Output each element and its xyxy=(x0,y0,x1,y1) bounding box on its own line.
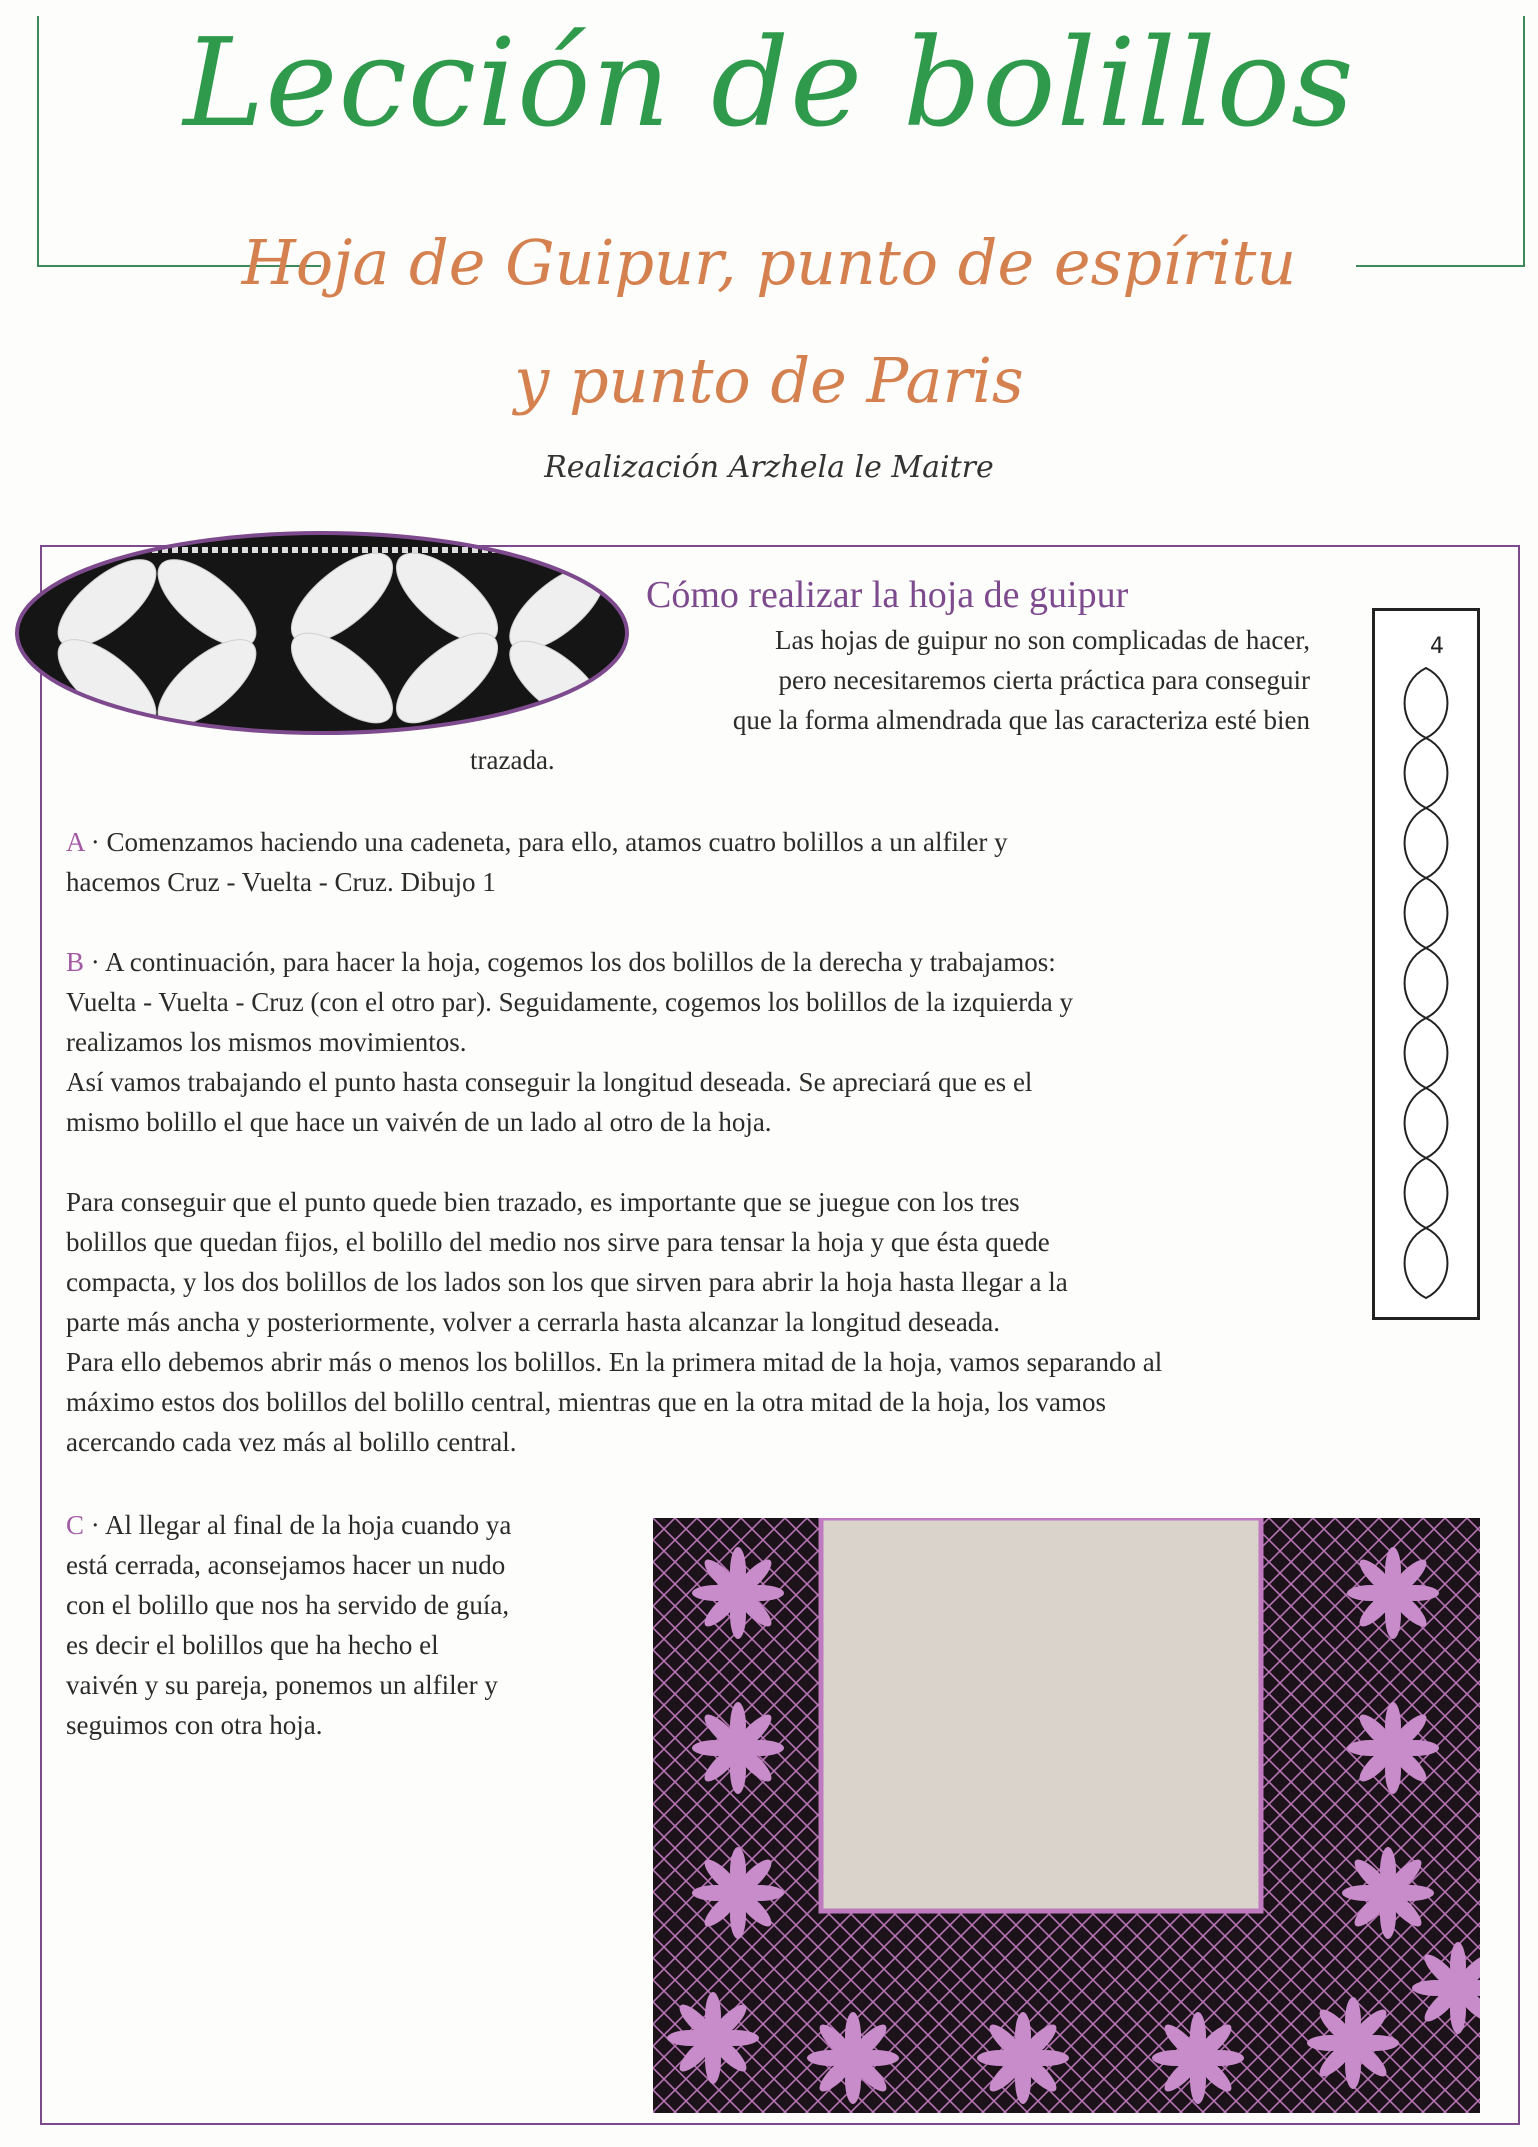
paragraph-line: Vuelta - Vuelta - Cruz (con el otro par). Seguidamente, cogemos los bolillos de la izquierda y xyxy=(66,987,1073,1017)
paragraph-line: seguimos con otra hoja. xyxy=(66,1710,323,1740)
lace-flower xyxy=(1347,1547,1439,1639)
lace-flower xyxy=(692,1547,784,1639)
paragraph-letter: B xyxy=(66,947,85,977)
paragraph-line: Así vamos trabajando el punto hasta conseguir la longitud deseada. Se apreciará que es el xyxy=(66,1067,1033,1097)
paragraph-line: realizamos los mismos movimientos. xyxy=(66,1027,467,1057)
paragraph-line: Para ello debemos abrir más o menos los bolillos. En la primera mitad de la hoja, vamos separando al xyxy=(66,1347,1163,1377)
lace-flower xyxy=(692,1702,784,1794)
lace-flower xyxy=(692,1847,784,1939)
subtitle-line-1: Hoja de Guipur, punto de espíritu xyxy=(241,226,1297,299)
paragraph-line: · Al llegar al final de la hoja cuando ya xyxy=(84,1510,512,1540)
paragraph-letter: C xyxy=(66,1510,85,1540)
diagram-label: 4 xyxy=(1430,634,1444,659)
paragraph-b xyxy=(66,942,1486,1142)
paragraph-line: bolillos que quedan fijos, el bolillo del medio nos sirve para tensar la hoja y que ésta quede xyxy=(66,1227,1050,1257)
intro-paragraph xyxy=(470,620,1310,780)
paragraph-c xyxy=(66,1505,626,1745)
paragraph-letter: A xyxy=(66,827,85,857)
paragraph-line: acercando cada vez más al bolillo central. xyxy=(66,1427,517,1457)
author-credit: Realización Arzhela le Maitre xyxy=(544,450,994,485)
paragraph-line: es decir el bolillos que ha hecho el xyxy=(66,1630,439,1660)
paragraph-line: Para conseguir que el punto quede bien trazado, es importante que se juegue con los tres xyxy=(66,1187,1020,1217)
paragraph-line: · Comenzamos haciendo una cadeneta, para ello, atamos cuatro bolillos a un alfiler y xyxy=(84,827,1008,857)
paragraph-a xyxy=(66,822,1486,902)
lace-flower xyxy=(1152,2012,1244,2104)
lace-flower xyxy=(1342,1847,1434,1939)
intro-line: Las hojas de guipur no son complicadas de hacer, xyxy=(774,625,1310,655)
lace-tablecloth-photo xyxy=(653,1518,1480,2113)
paragraph-line: está cerrada, aconsejamos hacer un nudo xyxy=(66,1550,506,1580)
paragraph-line: · A continuación, para hacer la hoja, cogemos los dos bolillos de la derecha y trabajamos: xyxy=(84,947,1056,977)
paragraph-detail xyxy=(66,1182,1486,1462)
lace-flower xyxy=(977,2012,1069,2104)
paragraph-line: parte más ancha y posteriormente, volver a cerrarla hasta alcanzar la longitud deseada. xyxy=(66,1307,1001,1337)
chain-diagram xyxy=(1372,608,1480,1320)
subtitle-line-2: y punto de Paris xyxy=(514,344,1024,417)
section-heading: Cómo realizar la hoja de guipur xyxy=(646,574,1129,616)
paragraph-line: máximo estos dos bolillos del bolillo central, mientras que en la otra mitad de la hoja, los vamos xyxy=(66,1387,1107,1417)
lace-flower xyxy=(1307,1997,1399,2089)
lace-flower xyxy=(807,2012,899,2104)
paragraph-line: compacta, y los dos bolillos de los lados son los que sirven para abrir la hoja hasta llegar a la xyxy=(66,1267,1068,1297)
paragraph-line: hacemos Cruz - Vuelta - Cruz. Dibujo 1 xyxy=(66,867,496,897)
intro-line: que la forma almendrada que las caracteriza esté bien xyxy=(732,705,1310,735)
lace-flower xyxy=(667,1992,759,2084)
lace-flower xyxy=(1347,1702,1439,1794)
paragraph-line: vaivén y su pareja, ponemos un alfiler y xyxy=(66,1670,498,1700)
page-title: Lección de bolillos xyxy=(183,12,1355,154)
paragraph-line: con el bolillo que nos ha servido de guía, xyxy=(66,1590,510,1620)
paragraph-line: mismo bolillo el que hace un vaivén de un lado al otro de la hoja. xyxy=(66,1107,772,1137)
intro-line: trazada. xyxy=(470,745,555,775)
intro-line: pero necesitaremos cierta práctica para conseguir xyxy=(778,665,1310,695)
